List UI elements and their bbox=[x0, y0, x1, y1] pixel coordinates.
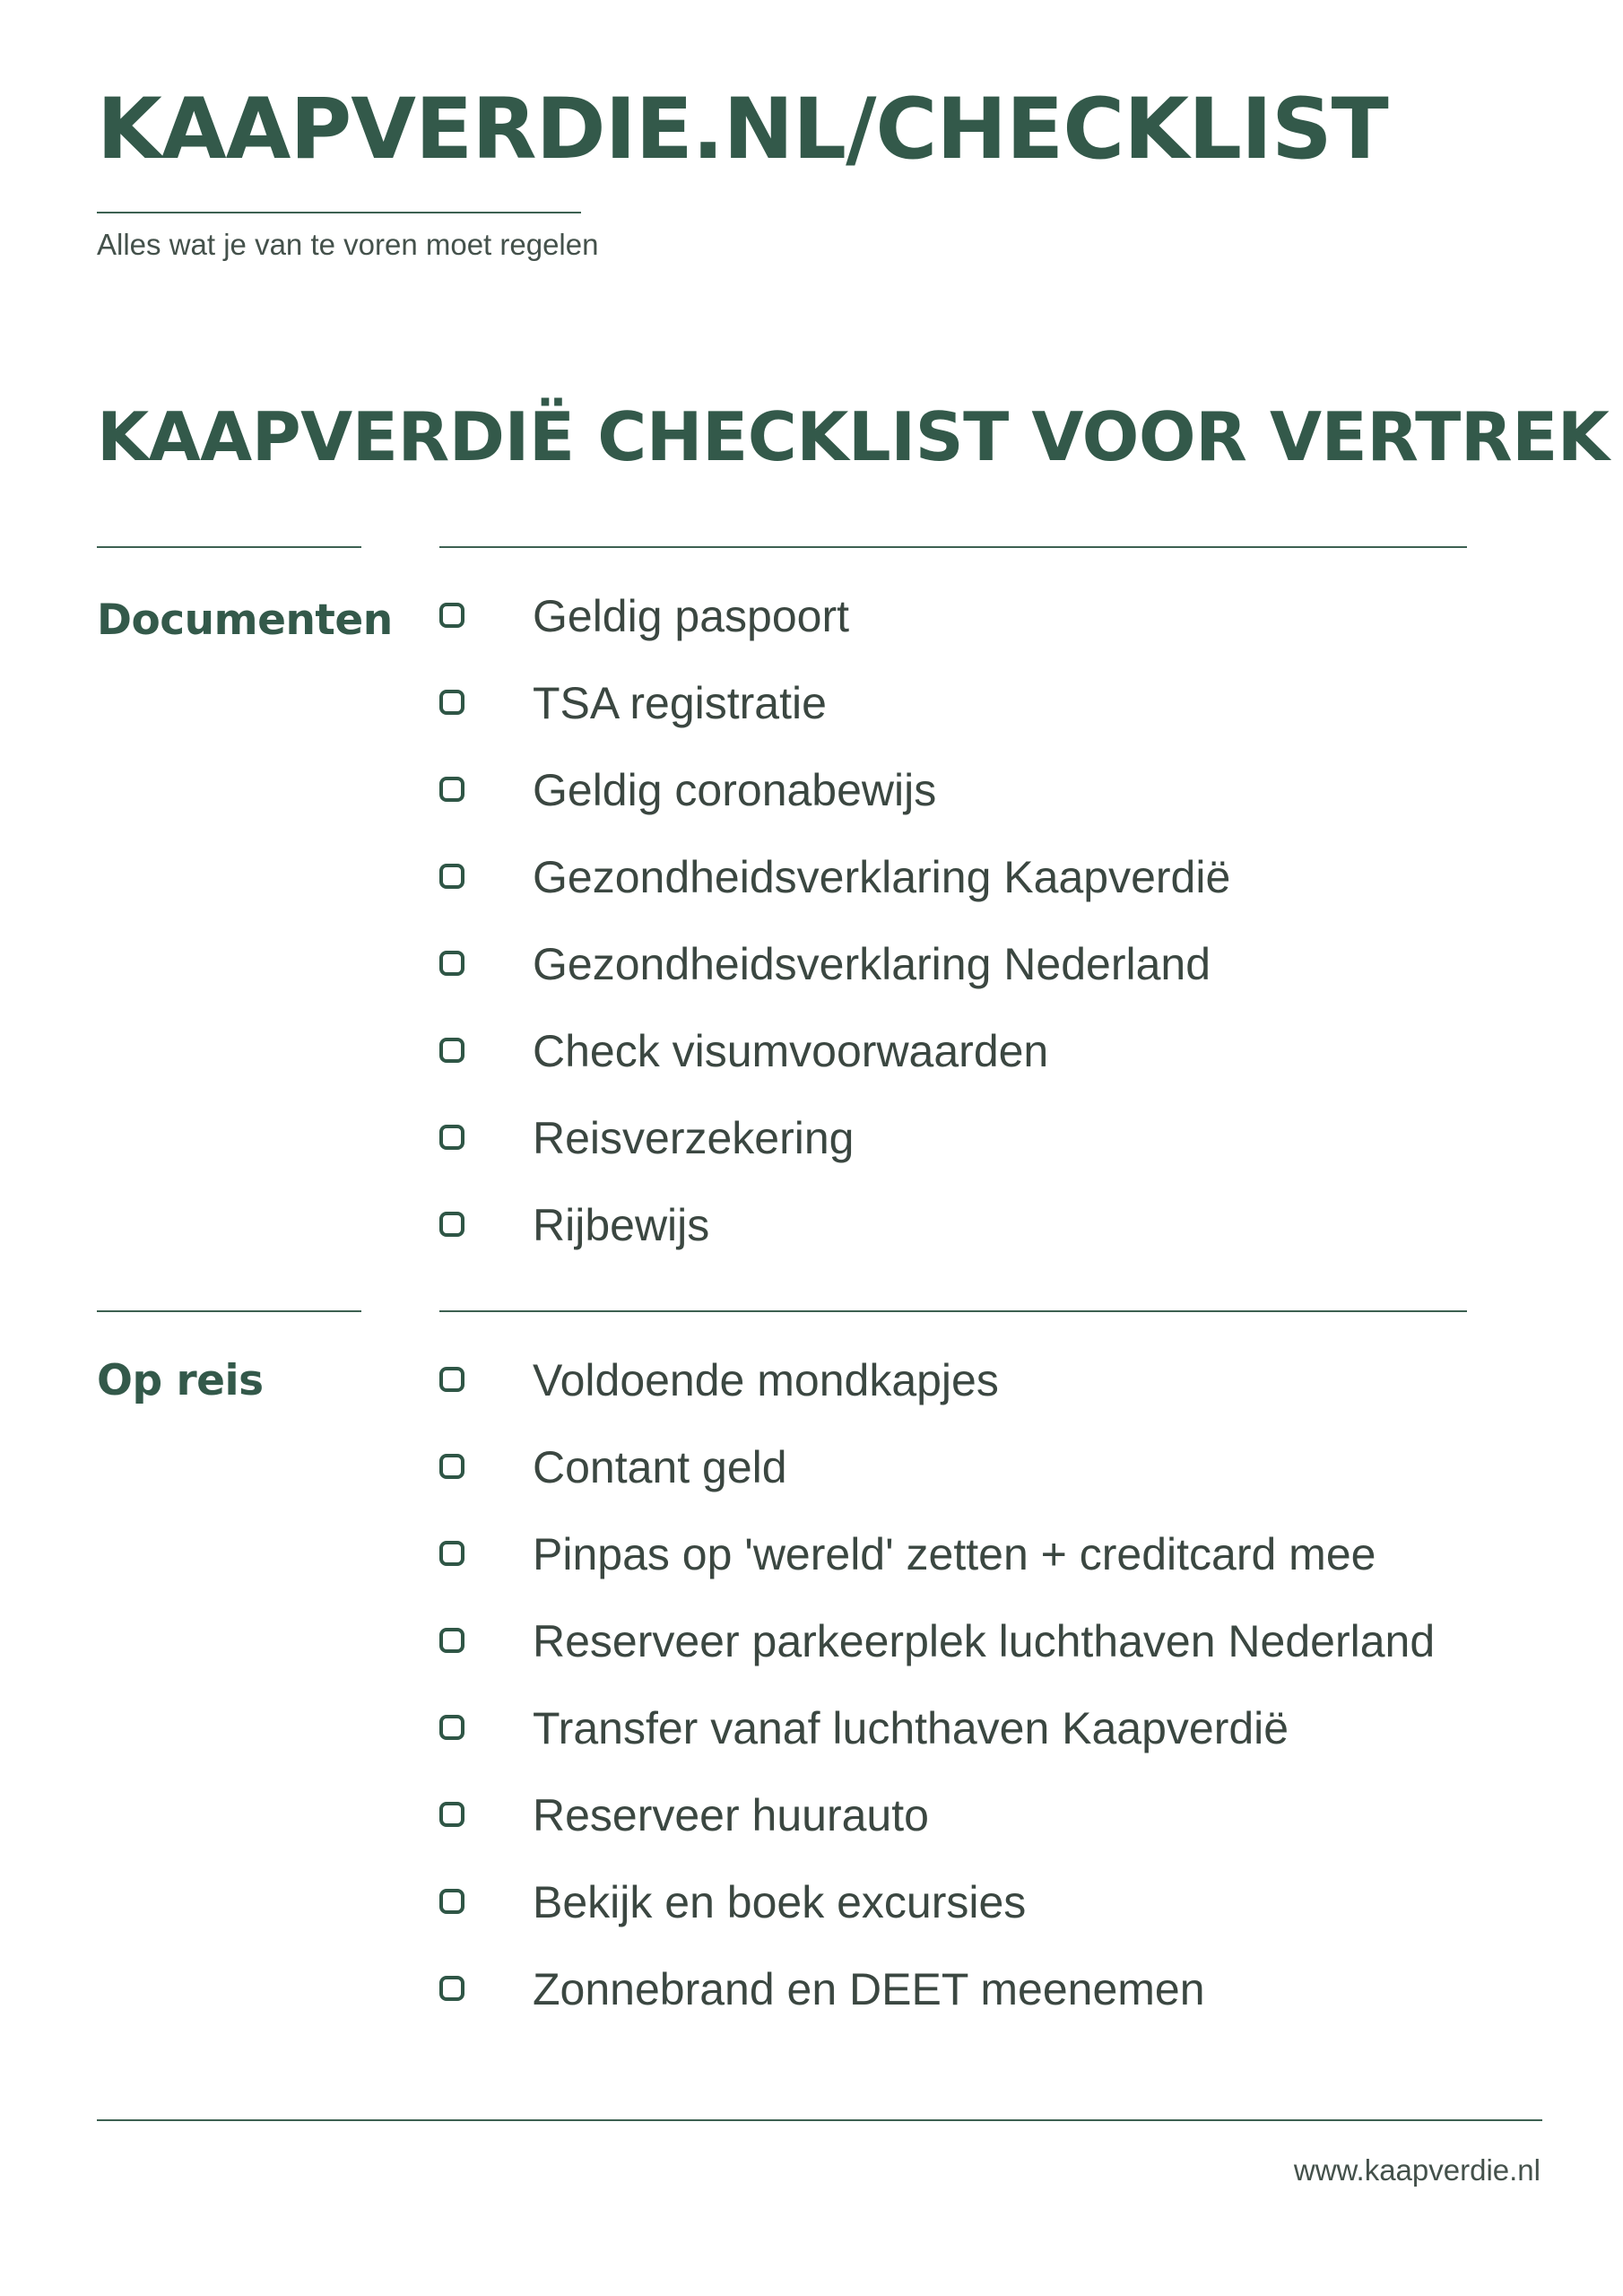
checkbox[interactable] bbox=[439, 1976, 464, 2001]
checklist-item-label: Reserveer huurauto bbox=[533, 1790, 929, 1840]
checkbox[interactable] bbox=[439, 1628, 464, 1653]
checklist-item-label: Bekijk en boek excursies bbox=[533, 1877, 1027, 1927]
checklist-item-label: TSA registratie bbox=[533, 678, 827, 728]
footer-url: www.kaapverdie.nl bbox=[1293, 2153, 1541, 2187]
checkbox[interactable] bbox=[439, 777, 464, 802]
section-label-documenten: Documenten bbox=[97, 596, 393, 645]
checklist-item-label: Pinpas op 'wereld' zetten + creditcard mee bbox=[533, 1529, 1376, 1579]
header-divider bbox=[97, 212, 581, 213]
checkbox[interactable] bbox=[439, 951, 464, 976]
checkbox[interactable] bbox=[439, 864, 464, 889]
checklist-item-label: Gezondheidsverklaring Nederland bbox=[533, 939, 1211, 989]
section-divider-items bbox=[439, 1310, 1467, 1312]
checkbox[interactable] bbox=[439, 1212, 464, 1237]
subtitle: Alles wat je van te voren moet regelen bbox=[97, 228, 599, 261]
checkbox[interactable] bbox=[439, 690, 464, 715]
checklist-item-label: Voldoende mondkapjes bbox=[533, 1355, 999, 1405]
site-title: KAAPVERDIE.NL/CHECKLIST bbox=[97, 81, 1388, 178]
section-label-op-reis: Op reis bbox=[97, 1356, 264, 1405]
checklist-item-label: Zonnebrand en DEET meenemen bbox=[533, 1964, 1205, 2014]
section-divider-label bbox=[97, 1310, 361, 1312]
checkbox[interactable] bbox=[439, 1367, 464, 1392]
checkbox[interactable] bbox=[439, 1125, 464, 1150]
checkbox[interactable] bbox=[439, 1454, 464, 1479]
checkbox[interactable] bbox=[439, 1889, 464, 1914]
checkbox[interactable] bbox=[439, 603, 464, 628]
checklist-item-label: Contant geld bbox=[533, 1442, 787, 1492]
checklist-item-label: Rijbewijs bbox=[533, 1200, 710, 1250]
checkbox[interactable] bbox=[439, 1541, 464, 1566]
section-divider-items bbox=[439, 546, 1467, 548]
checkbox[interactable] bbox=[439, 1715, 464, 1740]
footer-divider bbox=[97, 2119, 1542, 2121]
checkbox[interactable] bbox=[439, 1802, 464, 1827]
checklist-item-label: Check visumvoorwaarden bbox=[533, 1026, 1049, 1076]
section-divider-label bbox=[97, 546, 361, 548]
checklist-item-label: Reserveer parkeerplek luchthaven Nederland bbox=[533, 1616, 1436, 1666]
checkbox[interactable] bbox=[439, 1038, 464, 1063]
checklist-item-label: Transfer vanaf luchthaven Kaapverdië bbox=[533, 1703, 1289, 1753]
checklist-item-label: Reisverzekering bbox=[533, 1113, 855, 1163]
main-heading: KAAPVERDIË CHECKLIST VOOR VERTREK bbox=[97, 397, 1610, 476]
checklist-item-label: Geldig paspoort bbox=[533, 591, 850, 641]
checklist-item-label: Gezondheidsverklaring Kaapverdië bbox=[533, 852, 1231, 902]
checklist-item-label: Geldig coronabewijs bbox=[533, 765, 937, 815]
